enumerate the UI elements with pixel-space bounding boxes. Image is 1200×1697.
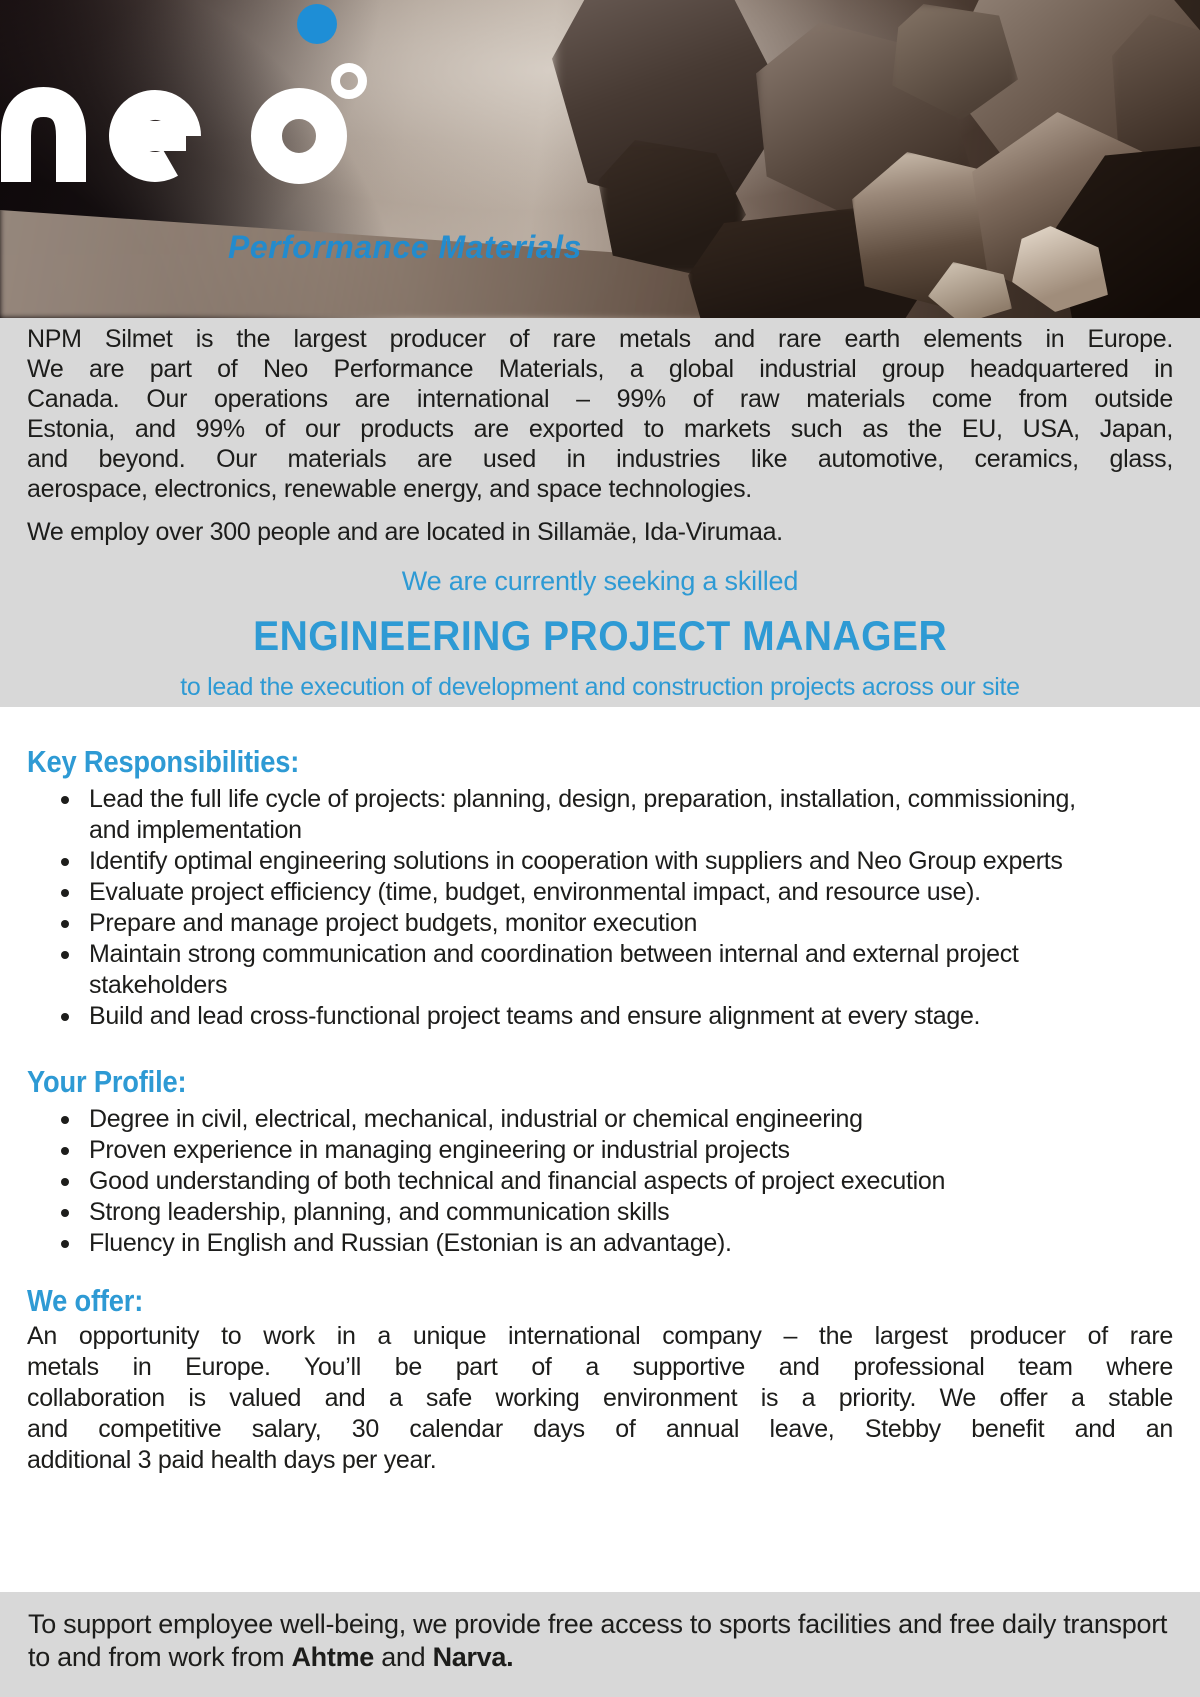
- footer-text: [28, 1608, 1172, 1674]
- intro-line: Canada. Our operations are international – 99% of raw materials come from outside: [27, 385, 1173, 413]
- logo-letter-o: [267, 104, 332, 169]
- list-item: Evaluate project efficiency (time, budget, environmental impact, and resource use).: [89, 877, 1084, 908]
- employees-line: We employ over 300 people and are located in Sillamäe, Ida-Virumaa.: [27, 518, 783, 546]
- logo-ring-icon: [336, 68, 363, 95]
- profile-list: [27, 1104, 1084, 1259]
- offer-line: collaboration is valued and a safe working environment is a priority. We offer a stable: [27, 1384, 1173, 1412]
- footer-highlight-ahtme: Ahtme: [291, 1642, 374, 1672]
- header-photo: [0, 0, 1200, 318]
- list-item: Good understanding of both technical and financial aspects of project execution: [89, 1166, 1084, 1197]
- vacancy-title: ENGINEERING PROJECT MANAGER: [252, 612, 948, 659]
- logo-dot-icon: [297, 4, 337, 44]
- footer-section: [0, 1592, 1200, 1697]
- vacancy-title-row: [27, 612, 1173, 670]
- section-heading-offer: We offer:: [27, 1283, 144, 1318]
- intro-paragraph: [27, 324, 1173, 504]
- vacancy-subtitle: to lead the execution of development and construction projects across our site: [180, 673, 1020, 701]
- vacancy-lead: We are currently seeking a skilled: [401, 566, 799, 596]
- offer-line: An opportunity to work in a unique international company – the largest producer of rare: [27, 1322, 1173, 1350]
- logo-letter-n: [16, 102, 71, 182]
- list-item: Maintain strong communication and coordination between internal and external project stakeholders: [89, 939, 1084, 1001]
- list-item: Fluency in English and Russian (Estonian is an advantage).: [89, 1228, 1084, 1259]
- offer-line: metals in Europe. You’ll be part of a supportive and professional team where: [27, 1353, 1173, 1381]
- brand-tagline: Performance Materials: [228, 229, 582, 265]
- list-item: Degree in civil, electrical, mechanical, industrial or chemical engineering: [89, 1104, 1084, 1135]
- footer-connector: and: [374, 1642, 433, 1672]
- list-item: Lead the full life cycle of projects: planning, design, preparation, installation, commissioning, and implementation: [89, 784, 1084, 846]
- list-item: Build and lead cross-functional project teams and ensure alignment at every stage.: [89, 1001, 1084, 1032]
- section-heading-responsibilities: Key Responsibilities:: [27, 744, 300, 779]
- offer-line: and competitive salary, 30 calendar days of annual leave, Stebby benefit and an: [27, 1415, 1173, 1443]
- responsibilities-list: [27, 784, 1084, 1032]
- neo-logo: [0, 0, 410, 215]
- section-heading-profile: Your Profile:: [27, 1064, 187, 1099]
- details-section: [0, 707, 1200, 1592]
- intro-line: NPM Silmet is the largest producer of rare metals and rare earth elements in Europe.: [27, 325, 1173, 353]
- footer-highlight-narva: Narva.: [432, 1642, 514, 1672]
- offer-line: additional 3 paid health days per year.: [27, 1446, 437, 1474]
- offer-paragraph: [27, 1321, 1173, 1476]
- list-item: Strong leadership, planning, and communication skills: [89, 1197, 1084, 1228]
- intro-section: [0, 318, 1200, 707]
- list-item: Prepare and manage project budgets, monitor execution: [89, 908, 1084, 939]
- intro-line: Estonia, and 99% of our products are exported to markets such as the EU, USA, Japan,: [27, 415, 1173, 443]
- intro-line: and beyond. Our materials are used in industries like automotive, ceramics, glass,: [27, 445, 1173, 473]
- intro-line: aerospace, electronics, renewable energy, and space technologies.: [27, 475, 752, 503]
- list-item: Proven experience in managing engineering or industrial projects: [89, 1135, 1084, 1166]
- footer-wellbeing-text: To support employee well-being, we provide free access to sports facilities and free daily transport to and from work from: [28, 1609, 1168, 1672]
- intro-line: We are part of Neo Performance Materials, a global industrial group headquartered in: [27, 355, 1173, 383]
- list-item: Identify optimal engineering solutions in cooperation with suppliers and Neo Group experts: [89, 846, 1084, 877]
